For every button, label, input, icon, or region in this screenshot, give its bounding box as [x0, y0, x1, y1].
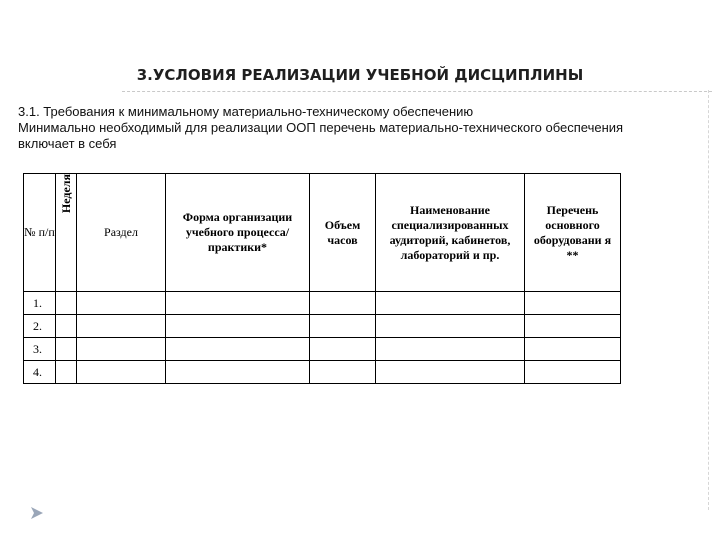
row-num-cell: 2. [24, 315, 56, 338]
table-row [24, 315, 621, 338]
hours-cell[interactable] [310, 338, 376, 361]
rooms-cell[interactable] [376, 315, 525, 338]
intro-line-1: 3.1. Требования к минимальному материально-техническому обеспечению [18, 104, 474, 119]
header-form: Форма организации учебного процесса/практики* [166, 174, 310, 292]
hours-cell[interactable] [310, 361, 376, 384]
rooms-cell[interactable] [376, 361, 525, 384]
row-num-cell: 4. [24, 361, 56, 384]
title-divider [122, 91, 712, 92]
table-row [24, 361, 621, 384]
equipment-cell[interactable] [525, 315, 621, 338]
table-row [24, 292, 621, 315]
rooms-cell[interactable] [376, 292, 525, 315]
row-num-cell: 3. [24, 338, 56, 361]
equipment-cell[interactable] [525, 338, 621, 361]
row-num-cell: 1. [24, 292, 56, 315]
form-cell[interactable] [166, 361, 310, 384]
header-num: № п/п [24, 174, 56, 292]
intro-line-3: включает в себя [18, 136, 117, 151]
header-rooms: Наименование специализированных аудиторий, кабинетов, лабораторий и пр. [376, 174, 525, 292]
form-cell[interactable] [166, 292, 310, 315]
table-row [24, 338, 621, 361]
section-cell[interactable] [77, 338, 166, 361]
hours-cell[interactable] [310, 292, 376, 315]
header-hours: Объем часов [310, 174, 376, 292]
intro-line-2: Минимально необходимый для реализации ООП перечень материально-технического обеспечения [18, 120, 624, 135]
form-cell[interactable] [166, 315, 310, 338]
section-cell[interactable] [77, 315, 166, 338]
next-slide-arrow-icon[interactable] [30, 506, 44, 520]
rooms-cell[interactable] [376, 338, 525, 361]
page-title: 3.УСЛОВИЯ РЕАЛИЗАЦИИ УЧЕБНОЙ ДИСЦИПЛИНЫ [136, 66, 584, 84]
section-cell[interactable] [77, 361, 166, 384]
header-week-label: Неделя [58, 174, 73, 214]
hours-cell[interactable] [310, 315, 376, 338]
header-week [56, 174, 77, 292]
section-cell[interactable] [77, 292, 166, 315]
header-section: Раздел [77, 174, 166, 292]
table-header-row [24, 174, 621, 292]
equipment-table [23, 173, 621, 384]
table-body [24, 292, 621, 384]
week-cell[interactable] [56, 315, 77, 338]
header-equipment: Перечень основного оборудовани я ** [525, 174, 621, 292]
right-divider [708, 90, 709, 510]
week-cell[interactable] [56, 338, 77, 361]
form-cell[interactable] [166, 338, 310, 361]
equipment-cell[interactable] [525, 292, 621, 315]
intro-text [18, 104, 708, 152]
week-cell[interactable] [56, 361, 77, 384]
equipment-cell[interactable] [525, 361, 621, 384]
week-cell[interactable] [56, 292, 77, 315]
